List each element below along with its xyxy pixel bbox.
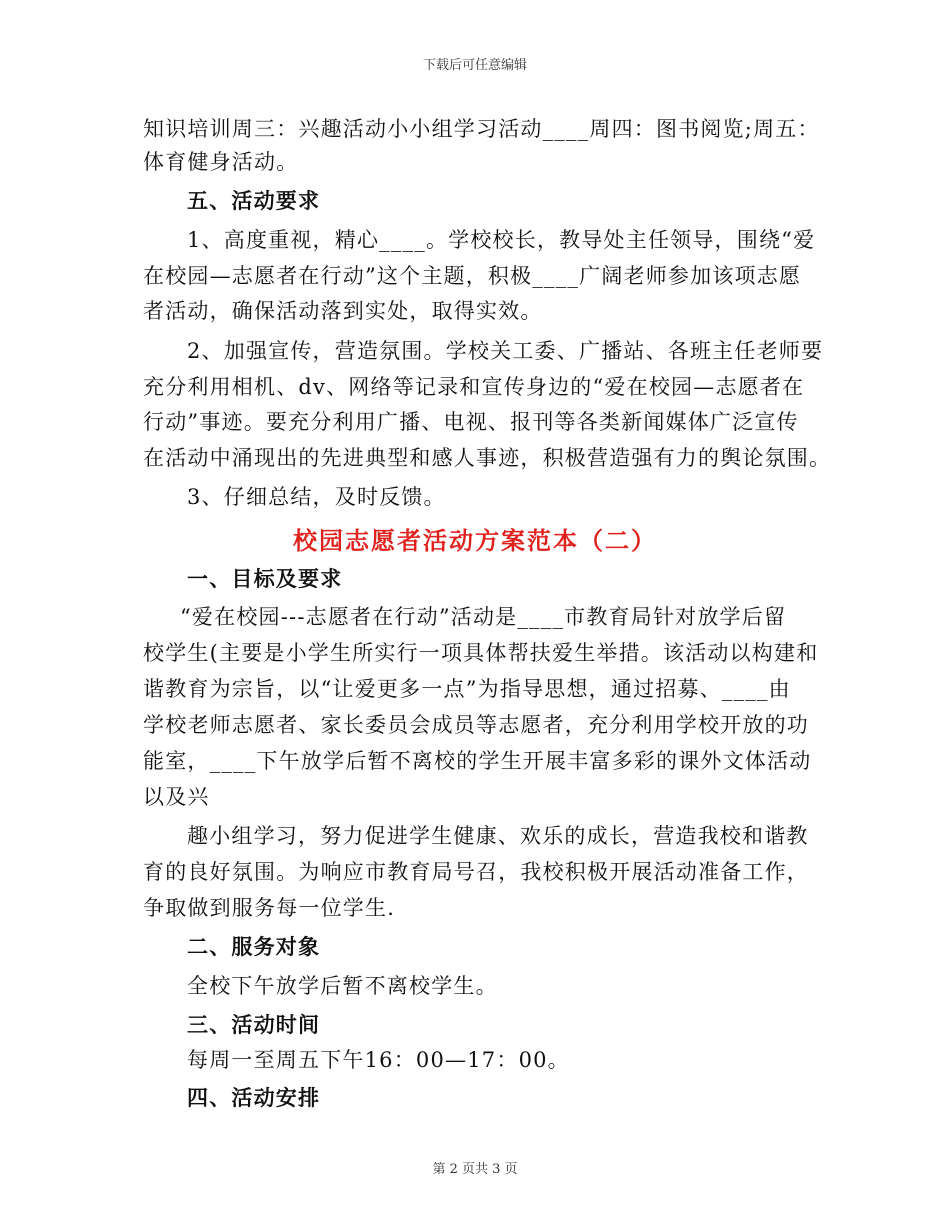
section-heading: 一、目标及要求 (187, 566, 343, 591)
body-line: 充分利用相机、dv、网络等记录和宣传身边的“爱在校园—志愿者在 (143, 375, 805, 399)
body-line: 2、加强宣传，营造氛围。学校关工委、广播站、各班主任老师要 (187, 339, 824, 363)
section-title: 校园志愿者活动方案范本（二） (293, 526, 657, 555)
section-heading: 四、活动安排 (187, 1085, 321, 1110)
body-line: 全校下午放学后暂不离校学生。 (187, 974, 498, 998)
body-line: 以及兴 (143, 785, 210, 809)
body-line: “爱在校园---志愿者在行动”活动是____市教育局针对放学后留 (180, 605, 787, 629)
body-line: 谐教育为宗旨，以“让爱更多一点”为指导思想，通过招募、____由 (143, 677, 791, 701)
body-line: 行动”事迹。要充分利用广播、电视、报刊等各类新闻媒体广泛宣传 (143, 410, 799, 434)
body-line: 趣小组学习，努力促进学生健康、欢乐的成长，营造我校和谐教 (187, 824, 809, 848)
body-line: 3、仔细总结，及时反馈。 (187, 485, 446, 509)
body-line: 在活动中涌现出的先进典型和感人事迹，积极营造强有力的舆论氛围。 (143, 446, 832, 470)
body-line: 校学生(主要是小学生所实行一项具体帮扶爱生举措。该活动以构建和 (143, 641, 819, 665)
body-line: 争取做到服务每一位学生. (143, 896, 396, 920)
section-heading: 五、活动要求 (187, 188, 321, 213)
page-footer: 第 2 页共 3 页 (432, 1162, 518, 1177)
body-line: 每周一至周五下午16：00—17：00。 (187, 1048, 570, 1072)
body-line: 在校园—志愿者在行动”这个主题，积极____广阔老师参加该项志愿 (143, 264, 802, 288)
section-heading: 三、活动时间 (187, 1012, 321, 1037)
body-line: 1、高度重视，精心____。学校校长，教导处主任领导，围绕“爱 (187, 228, 816, 252)
body-line: 者活动，确保活动落到实处，取得实效。 (143, 299, 543, 323)
body-line: 能室，____下午放学后暂不离校的学生开展丰富多彩的课外文体活动 (143, 749, 812, 773)
section-heading: 二、服务对象 (187, 934, 321, 959)
body-line: 育的良好氛围。为响应市教育局号召，我校积极开展活动准备工作， (143, 860, 809, 884)
body-line: 学校老师志愿者、家长委员会成员等志愿者，充分利用学校开放的功 (143, 713, 809, 737)
body-line: 知识培训周三：兴趣活动小小组学习活动____周四：图书阅览;周五： (143, 117, 820, 141)
page-header: 下载后可任意编辑 (422, 58, 527, 73)
body-line: 体育健身活动。 (143, 150, 299, 174)
